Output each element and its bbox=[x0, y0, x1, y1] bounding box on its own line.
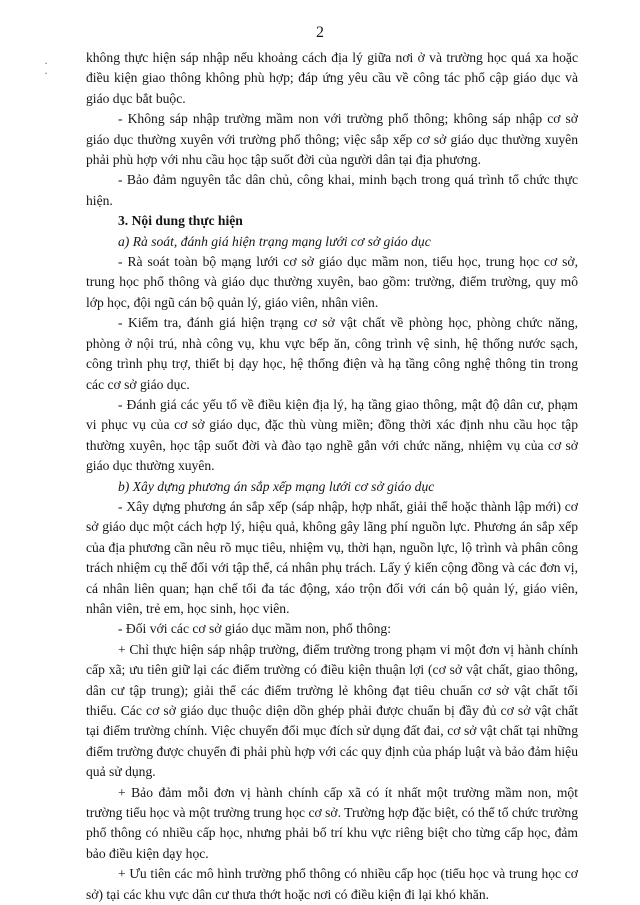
paragraph: + Ưu tiên các mô hình trường phổ thông có nhiều cấp học (tiểu học và trung học cơ sở) tại các khu vực dân cư thưa thớt hoặc nơi có điều kiện đi lại khó khăn. bbox=[86, 866, 578, 902]
document-body bbox=[86, 48, 578, 905]
scan-speck: · · bbox=[44, 56, 48, 80]
paragraph: - Kiểm tra, đánh giá hiện trạng cơ sở vật chất về phòng học, phòng chức năng, phòng ở nội trú, nhà công vụ, khu vực bếp ăn, công trình vệ sinh, hệ thống nước sạch, công trình phụ trợ, thiết bị dạy học, hệ thống điện và hạ tầng công nghệ thông tin trong các cơ sở giáo dục. bbox=[86, 315, 578, 392]
paragraph: - Bảo đảm nguyên tắc dân chủ, công khai, minh bạch trong quá trình tổ chức thực hiện. bbox=[86, 172, 578, 208]
paragraph: - Đối với các cơ sở giáo dục mầm non, phổ thông: bbox=[118, 621, 391, 637]
section-heading: 3. Nội dung thực hiện bbox=[118, 213, 243, 229]
paragraph: - Rà soát toàn bộ mạng lưới cơ sở giáo dục mầm non, tiểu học, trung học cơ sở, trung học phổ thông và giáo dục thường xuyên, bao gồm: trường, điểm trường, quy mô lớp học, đội ngũ cán bộ quản lý, giáo viên, nhân viên. bbox=[86, 254, 578, 310]
paragraph: - Không sáp nhập trường mầm non với trường phổ thông; không sáp nhập cơ sở giáo dục thường xuyên với trường phổ thông; việc sắp xếp cơ sở giáo dục thường xuyên phải phù hợp với nhu cầu học tập suốt đời của người dân tại địa phương. bbox=[86, 111, 578, 168]
paragraph: + Bảo đảm mỗi đơn vị hành chính cấp xã có ít nhất một trường mầm non, một trường tiểu học và một trường trung học cơ sở. Trường hợp đặc biệt, có thể tổ chức trường phổ thông có nhiều cấp học, nhưng phải bố trí khu vực riêng biệt cho từng cấp học, đảm bảo điều kiện dạy học. bbox=[86, 784, 578, 861]
subsection-heading: b) Xây dựng phương án sắp xếp mạng lưới cơ sở giáo dục bbox=[118, 478, 435, 494]
paragraph-continuation: không thực hiện sáp nhập nếu khoảng cách địa lý giữa nơi ở và trường học quá xa hoặc điều kiện giao thông không phù hợp; đáp ứng yêu cầu về công tác phổ cập giáo dục và giáo dục bắt buộc. bbox=[86, 50, 578, 106]
paragraph: + Chỉ thực hiện sáp nhập trường, điểm trường trong phạm vi một đơn vị hành chính cấp xã; ưu tiên giữ lại các điểm trường có điều kiện thuận lợi (cơ sở vật chất, giao thông, dân cư tập trung); giải thể các điểm trường lẻ không đạt tiêu chuẩn cơ sở vật chất tối thiểu. Các cơ sở giáo dục thuộc diện dồn ghép phải được chuẩn bị đầy đủ cơ sở vật chất tại điểm trường chính. Việc chuyển đổi mục đích sử dụng đất đai, cơ sở vật chất tại những điểm trường được chuyển đi phải phù hợp với các quy định của pháp luật và bảo đảm hiệu quả sử dụng. bbox=[86, 641, 578, 780]
subsection-heading: a) Rà soát, đánh giá hiện trạng mạng lưới cơ sở giáo dục bbox=[118, 233, 431, 249]
page-number: 2 bbox=[316, 24, 324, 41]
paragraph: - Đánh giá các yếu tố về điều kiện địa lý, hạ tầng giao thông, mật độ dân cư, phạm vi phục vụ của cơ sở giáo dục, đặc thù vùng miền; đồng thời xác định nhu cầu học tập thường xuyên, học tập suốt đời và đào tạo nghề gắn với chức năng, nhiệm vụ của cơ sở giáo dục thường xuyên. bbox=[86, 396, 578, 474]
paragraph: - Xây dựng phương án sắp xếp (sáp nhập, hợp nhất, giải thể hoặc thành lập mới) cơ sở giáo dục một cách hợp lý, hiệu quả, không gây lãng phí nguồn lực. Phương án sắp xếp của địa phương cần nêu rõ mục tiêu, nhiệm vụ, thời hạn, nguồn lực, lộ trình và phân công trách nhiệm cụ thể đối với tập thể, cá nhân phụ trách. Lấy ý kiến cộng đồng và các đơn vị, cá nhân liên quan; hạn chế tối đa tác động, xáo trộn đối với cán bộ quản lý, giáo viên, nhân viên, trẻ em, học sinh, học viên. bbox=[86, 498, 578, 616]
